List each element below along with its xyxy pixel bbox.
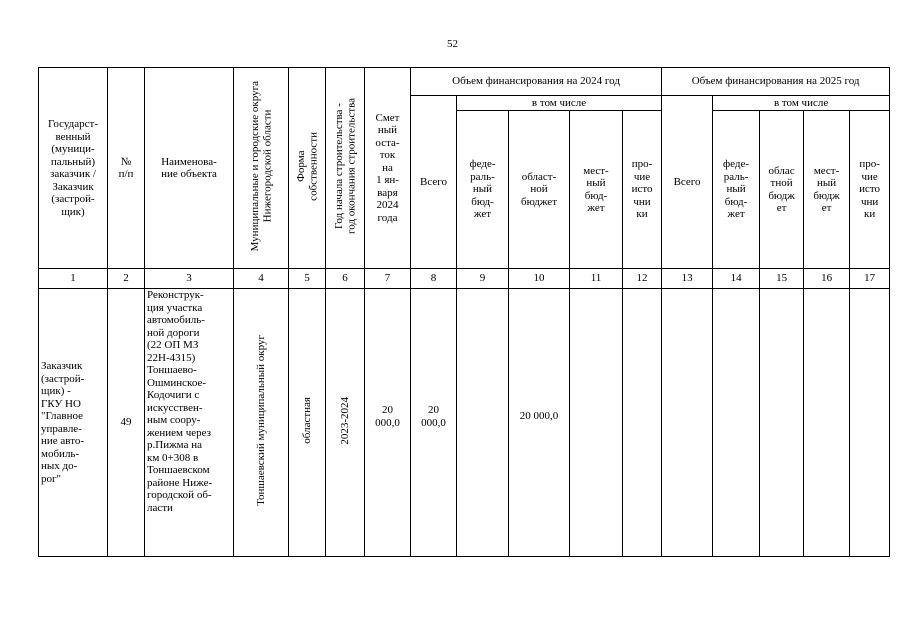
header-financing-2024: Объем финансирования на 2024 год <box>411 68 662 96</box>
cell-total-2024 <box>411 289 457 557</box>
header-other-2024: про- чие исто чни ки <box>623 111 662 269</box>
cell-remaining-value: 20 000,0 <box>375 404 400 429</box>
header-customer: Государст- венный (муници- пальный) заказчик / Заказчик (застрой- щик) <box>39 68 108 269</box>
header-total-2025: Всего <box>662 96 713 269</box>
cell-total-2025 <box>662 289 713 557</box>
cell-municipality-text: Тоншаевский муниципальный округ <box>254 335 267 507</box>
cell-federal-2024 <box>457 289 509 557</box>
column-number: 13 <box>662 269 713 289</box>
column-number: 6 <box>326 269 365 289</box>
table-row <box>39 289 890 557</box>
header-number: № п/п <box>108 68 145 269</box>
column-number: 7 <box>365 269 411 289</box>
column-number: 16 <box>804 269 850 289</box>
column-number: 10 <box>509 269 570 289</box>
column-number: 17 <box>850 269 890 289</box>
header-other-2025: про- чие исто чни ки <box>850 111 890 269</box>
cell-total-2024-value: 20 000,0 <box>421 404 446 429</box>
column-number: 2 <box>108 269 145 289</box>
cell-customer: Заказчик (застрой- щик) - ГКУ НО "Главное управле- ние авто- мобиль- ных до- рог" <box>39 289 108 557</box>
cell-regional-2024-value: 20 000,0 <box>519 410 559 423</box>
header-years-text: Год начала строительства - год окончания строительства <box>332 98 357 235</box>
header-local-2024: мест- ный бюд- жет <box>570 111 623 269</box>
cell-ownership <box>289 289 326 557</box>
financing-table <box>38 67 890 557</box>
page-number: 52 <box>447 38 458 50</box>
cell-other-2025 <box>850 289 890 557</box>
column-number: 11 <box>570 269 623 289</box>
header-regional-2024: област- ной бюджет <box>509 111 570 269</box>
column-number: 9 <box>457 269 509 289</box>
header-including-2024: в том числе <box>457 96 662 111</box>
column-numbers-row <box>39 269 890 289</box>
column-number: 14 <box>713 269 760 289</box>
header-regional-2025: облас тной бюдж ет <box>760 111 804 269</box>
header-years <box>326 68 365 269</box>
header-financing-2025: Объем финансирования на 2025 год <box>662 68 890 96</box>
cell-ownership-text: областная <box>300 397 313 445</box>
column-number: 1 <box>39 269 108 289</box>
cell-municipality <box>234 289 289 557</box>
cell-years <box>326 289 365 557</box>
header-municipality-text: Муниципальные и городские округа Нижегородской области <box>248 81 273 252</box>
column-number: 8 <box>411 269 457 289</box>
column-number: 4 <box>234 269 289 289</box>
header-local-2025: мест- ный бюдж ет <box>804 111 850 269</box>
header-object-name: Наименова- ние объекта <box>145 68 234 269</box>
header-including-2025: в том числе <box>713 96 890 111</box>
cell-local-2024 <box>570 289 623 557</box>
header-ownership-text: Форма собственности <box>294 131 319 201</box>
header-total-2024: Всего <box>411 96 457 269</box>
cell-federal-2025 <box>713 289 760 557</box>
header-remaining: Смет ный оста- ток на 1 ян- варя 2024 года <box>365 68 411 269</box>
cell-other-2024 <box>623 289 662 557</box>
column-number: 5 <box>289 269 326 289</box>
cell-number: 49 <box>108 289 145 557</box>
cell-object-name: Реконструк- ция участка автомобиль- ной дороги (22 ОП МЗ 22Н-4315) Тоншаево- Ошминское- Кодочиги с искусствен- ным соору- жением через р.Пижма на км 0+308 в Тоншаевском районе Ниже- городской об- ласти <box>145 289 234 557</box>
cell-regional-2025 <box>760 289 804 557</box>
column-number: 15 <box>760 269 804 289</box>
header-federal-2024: феде- раль- ный бюд- жет <box>457 111 509 269</box>
header-municipality <box>234 68 289 269</box>
cell-regional-2024 <box>509 289 570 557</box>
column-number: 12 <box>623 269 662 289</box>
header-ownership <box>289 68 326 269</box>
cell-years-text: 2023-2024 <box>338 396 351 445</box>
cell-local-2025 <box>804 289 850 557</box>
header-federal-2025: феде- раль- ный бюд- жет <box>713 111 760 269</box>
column-number: 3 <box>145 269 234 289</box>
cell-remaining <box>365 289 411 557</box>
